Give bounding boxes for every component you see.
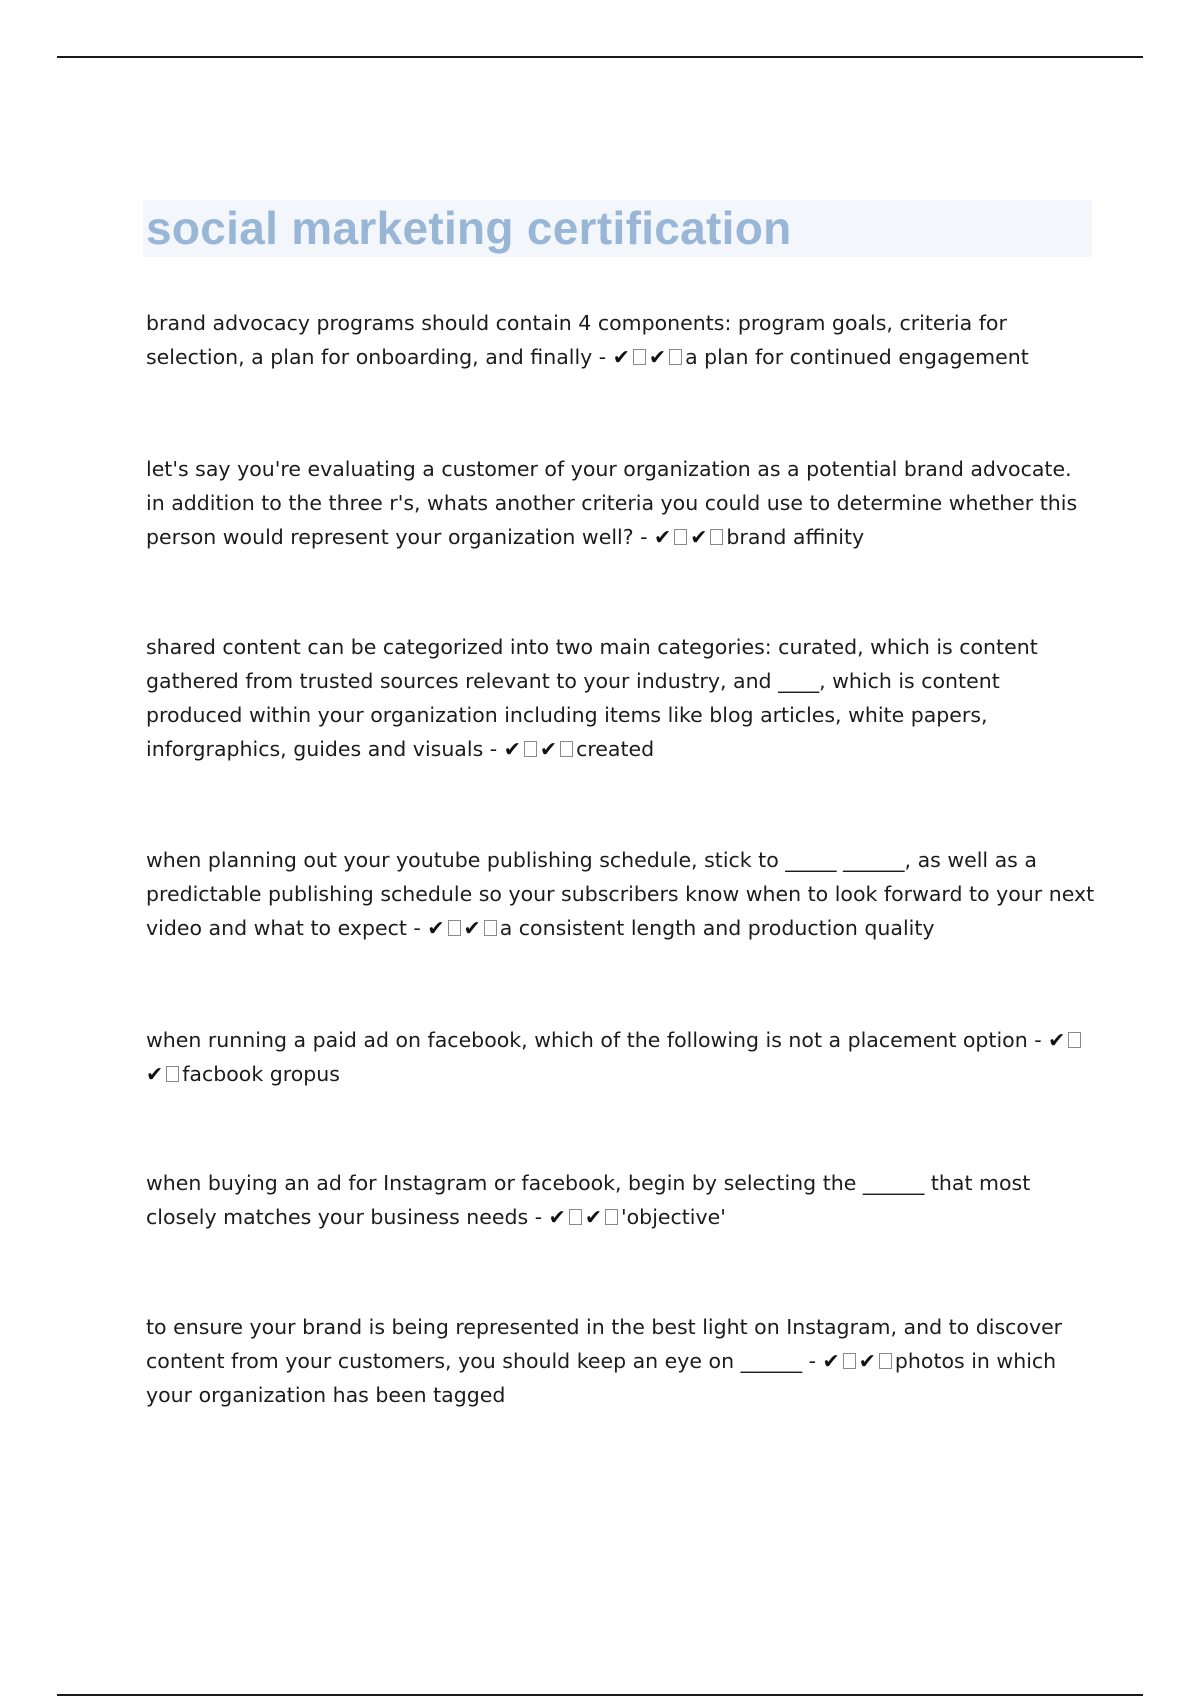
checkmark-icon: ✔ [463, 916, 481, 940]
box-icon [633, 349, 646, 365]
box-icon [669, 349, 682, 365]
question-text: when buying an ad for Instagram or facebook, begin by selecting the ______ that most closely matches your business needs [146, 1171, 1031, 1229]
answer-text: a plan for continued engagement [685, 345, 1029, 369]
box-icon [710, 529, 723, 545]
separator: - [633, 525, 655, 549]
checkmark-icon: ✔ [584, 1205, 602, 1229]
answer-text: brand affinity [726, 525, 865, 549]
box-icon [1068, 1032, 1081, 1048]
box-icon [560, 741, 573, 757]
separator: - [406, 916, 428, 940]
checkmark-icon: ✔ [858, 1349, 876, 1373]
question-text: shared content can be categorized into two main categories: curated, which is content gathered from trusted sources relevant to your industry, and ____, which is content produced within your organization including items like blog articles, white papers, inforgraphics, guides and visuals [146, 635, 1038, 761]
box-icon [843, 1353, 856, 1369]
page-title: social marketing certification [146, 202, 792, 254]
checkmark-icon: ✔ [539, 737, 558, 761]
box-icon [605, 1209, 618, 1225]
separator: - [802, 1349, 823, 1373]
separator: - [528, 1205, 549, 1229]
qa-item-2 [146, 452, 1096, 554]
question-text: when planning out your youtube publishing schedule, stick to _____ ______, as well as a predictable publishing schedule so your subscribers know when to look forward to your next video and what to expect [146, 848, 1095, 940]
checkmark-icon: ✔ [146, 1062, 164, 1086]
answer-text: a consistent length and production quality [499, 916, 935, 940]
box-icon [166, 1066, 179, 1082]
separator: - [592, 345, 613, 369]
checkmark-icon: ✔ [690, 525, 708, 549]
question-text: to ensure your brand is being represented in the best light on Instagram, and to discover content from your customers, you should keep an eye on ______ [146, 1315, 1063, 1373]
box-icon [569, 1209, 582, 1225]
box-icon [484, 920, 497, 936]
question-text: let's say you're evaluating a customer of your organization as a potential brand advocate. in addition to the three r's, whats another criteria you could use to determine whether this person would represent your organization well? [146, 457, 1078, 549]
bottom-rule [57, 1694, 1143, 1696]
question-text: brand advocacy programs should contain 4 components: program goals, criteria for selection, a plan for onboarding, and finally [146, 311, 1007, 369]
qa-item-6 [146, 1166, 1096, 1234]
box-icon [524, 741, 537, 757]
answer-text: photos in which your organization has been tagged [146, 1349, 1057, 1407]
checkmark-icon: ✔ [648, 345, 667, 369]
qa-item-7 [146, 1310, 1096, 1412]
box-icon [674, 529, 687, 545]
qa-item-1 [146, 306, 1096, 374]
separator: - [1027, 1028, 1049, 1052]
checkmark-icon: ✔ [503, 737, 521, 761]
answer-text: created [576, 737, 655, 761]
question-text: when running a paid ad on facebook, which of the following is not a placement option [146, 1028, 1028, 1052]
answer-text: 'objective' [621, 1205, 726, 1229]
checkmark-icon: ✔ [654, 525, 672, 549]
checkmark-icon: ✔ [427, 916, 445, 940]
answer-text: facbook gropus [182, 1062, 340, 1086]
qa-item-4 [146, 843, 1096, 945]
checkmark-icon: ✔ [1048, 1028, 1066, 1052]
separator: - [483, 737, 504, 761]
box-icon [448, 920, 461, 936]
qa-item-5 [146, 1023, 1096, 1091]
checkmark-icon: ✔ [822, 1349, 840, 1373]
checkmark-icon: ✔ [548, 1205, 566, 1229]
box-icon [879, 1353, 892, 1369]
top-rule [57, 56, 1143, 58]
checkmark-icon: ✔ [612, 345, 630, 369]
qa-item-3 [146, 630, 1096, 766]
